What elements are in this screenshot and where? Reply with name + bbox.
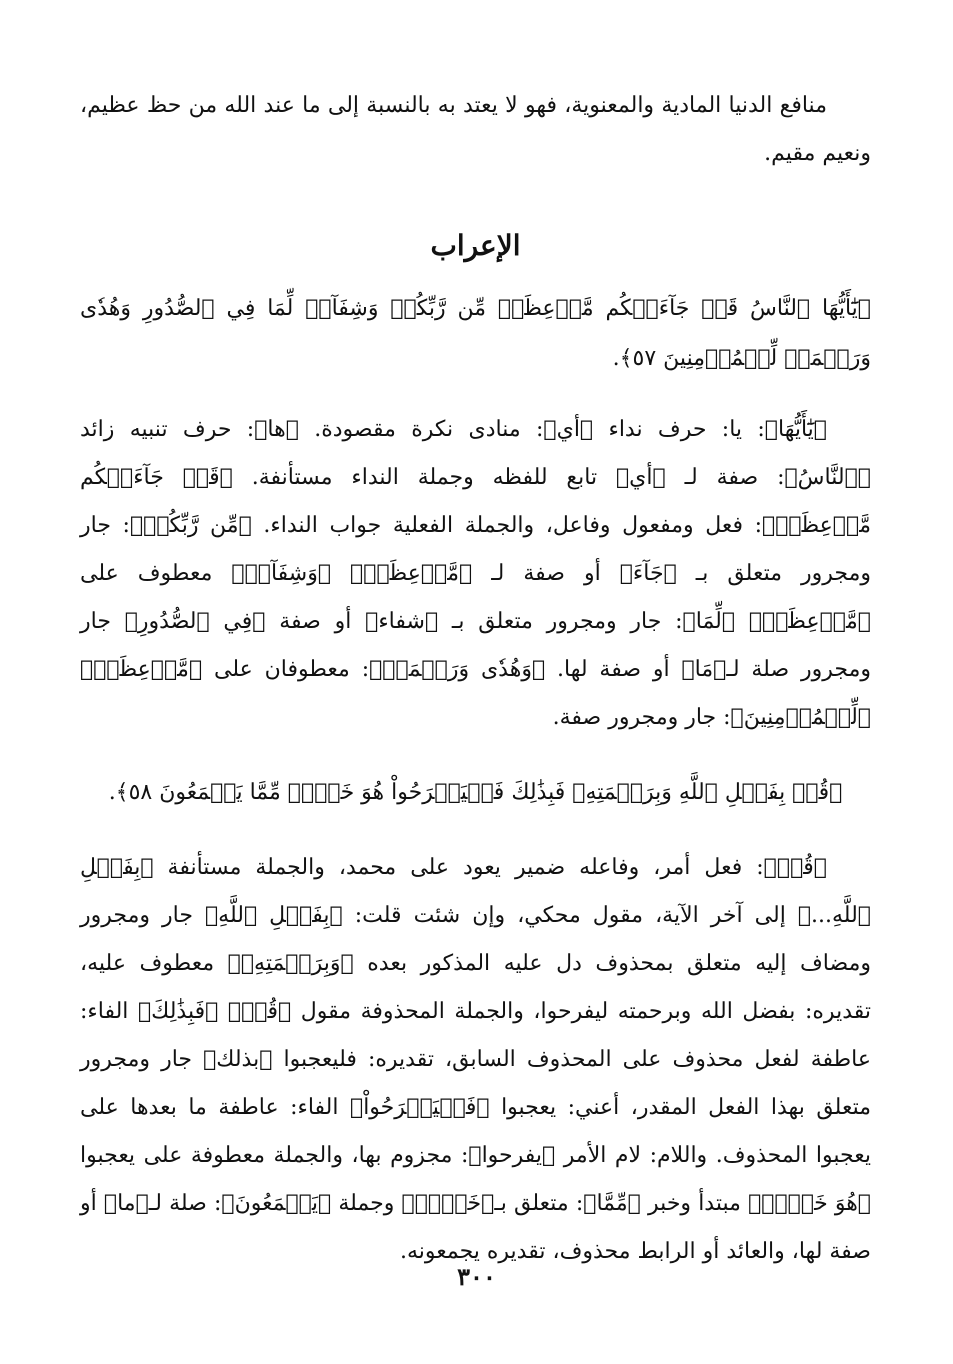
- verse-58: ﴿قُلۡ بِفَضۡلِ ٱللَّهِ وَبِرَحۡمَتِهِۦ فَبِذَٰلِكَ فَلۡيَفۡرَحُواْ هُوَ خَيۡرٞ مِّمَّا يَجۡمَعُونَ ٥٨﴾.: [108, 780, 843, 805]
- analysis-57-paragraph: ﴿يَٰٓأَيُّهَا﴾: يا: حرف نداء ﴿أي﴾: منادى نكرة مقصودة. ﴿ها﴾: حرف تنبيه زائد ﴿ٱلنَّاسُ﴾: صفة لـ ﴿أي﴾ تابع للفظه وجملة النداء مستأنفة. ﴿قَدۡ جَآءَتۡكُم مَّوۡعِظَةٞ﴾: فعل ومفعول وفاعل، والجملة الفعلية جواب النداء. ﴿مِّن رَّبِّكُمۡ﴾: جار ومجرور متعلق بـ ﴿جَآءَ﴾ أو صفة لـ ﴿مَّوۡعِظَةٞ﴾ ﴿وَشِفَآءٞ﴾ معطوف على ﴿مَّوۡعِظَةٞ﴾ ﴿لِّمَا﴾: جار ومجرور متعلق بـ ﴿شفاء﴾ أو صفة ﴿فِي ٱلصُّدُورِ﴾ جار ومجرور صلة لـ﴿مَا﴾ أو صفة لها. ﴿وَهُدٗى وَرَحۡمَةٞ﴾: معطوفان على ﴿مَّوۡعِظَةٞ﴾ ﴿لِّلۡمُؤۡمِنِينَ﴾: جار ومجرور صفة.: [80, 417, 871, 730]
- verse-57: ﴿يَٰٓأَيُّهَا ٱلنَّاسُ قَدۡ جَآءَتۡكُم مَّوۡعِظَةٞ مِّن رَّبِّكُمۡ وَشِفَآءٞ لِّمَا فِي ٱلصُّدُورِ وَهُدٗى وَرَحۡمَةٞ لِّلۡمُؤۡمِنِينَ ٥٧﴾.: [80, 296, 871, 371]
- intro-paragraph: منافع الدنيا المادية والمعنوية، فهو لا يعتد به بالنسبة إلى ما عند الله من حظ عظيم، ونعيم مقيم.: [80, 93, 871, 166]
- page-number: ٣٠٠: [457, 1262, 496, 1291]
- page-body: [80, 82, 871, 1276]
- section-title: الإعراب: [430, 229, 521, 262]
- analysis-58-paragraph: ﴿قُلۡ﴾: فعل أمر، وفاعله ضمير يعود على محمد، والجملة مستأنفة ﴿بِفَضۡلِ ٱللَّهِ...﴾ إلى آخر الآية، مقول محكي، وإن شئت قلت: ﴿بِفَضۡلِ ٱللَّهِ﴾ جار ومجرور ومضاف إليه متعلق بمحذوف دل عليه المذكور بعده ﴿وَبِرَحۡمَتِهِۦ﴾ معطوف عليه، تقديره: بفضل الله وبرحمته ليفرحوا، والجملة المحذوفة مقول ﴿قُلۡ﴾ ﴿فَبِذَٰلِكَ﴾ الفاء: عاطفة لفعل محذوف على المحذوف السابق، تقديره: فليعجبوا ﴿بذلك﴾ جار ومجرور متعلق بهذا الفعل المقدر، أعني: يعجبوا ﴿فَلۡيَفۡرَحُواْ﴾ الفاء: عاطفة ما بعدها على يعجبوا المحذوف. واللام: لام الأمر ﴿يفرحوا﴾: مجزوم بها، والجملة معطوفة على يعجبوا ﴿هُوَ خَيۡرٞ﴾ مبتدأ وخبر ﴿مِّمَّا﴾: متعلق بـ﴿خَيۡرٞ﴾ وجملة ﴿يَجۡمَعُونَ﴾: صلة لـ﴿ما﴾ أو صفة لها، والعائد أو الرابط محذوف، تقديره يجمعونه.: [80, 855, 871, 1264]
